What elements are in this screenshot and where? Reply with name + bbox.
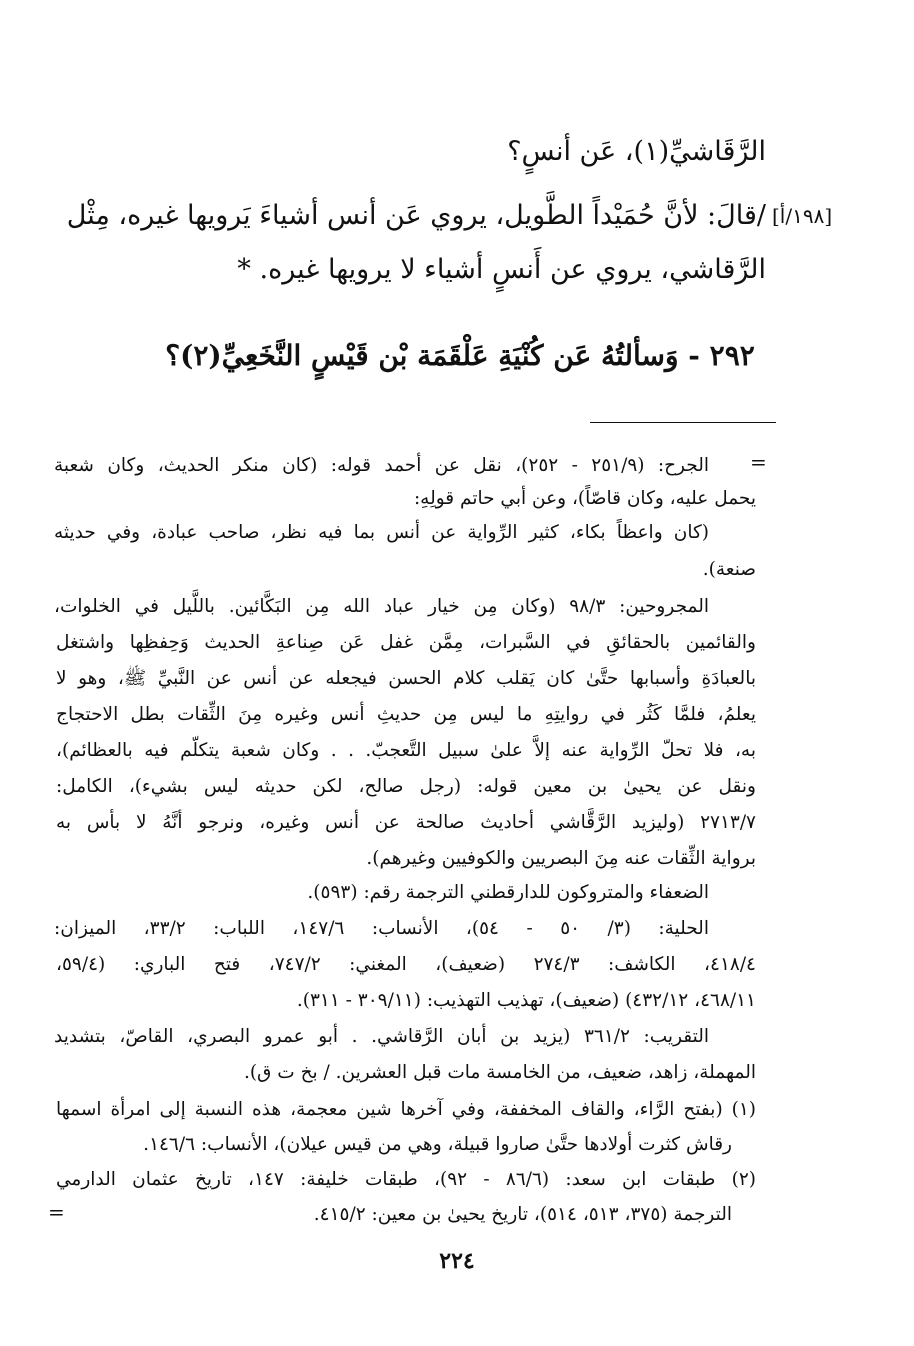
footnote-line: ٤١٨/٤، الكاشف: ٢٧٤/٣ (ضعيف)، المغني: ٧٤٧/٢، فتح الباري: (٥٩/٤، [56, 954, 756, 975]
footnote-line: المهملة، زاهد، ضعيف، من الخامسة مات قبل العشرين. / بخ ت ق). [243, 1062, 756, 1083]
footnote-line: ٢٧١٣/٧ (وليزيد الرَّقَّاشي أحاديث صالحة عن أنس وغيره، ونرجو أنَّهُ لا بأس به [56, 812, 756, 833]
footnote-1-cont: رقاش كثرت أولادها حتَّىٰ صاروا قبيلة، وهي من قيس عيلان)، الأنساب: ١٤٦/٦. [143, 1134, 732, 1155]
footnote-line: المجروحين: ٩٨/٣ (وكان مِن خيار عباد الله مِن البَكَّائين. باللَّيل في الخلوات، [54, 596, 709, 617]
footnote-line: الحلية: (٣/ ٥٠ - ٥٤)، الأنساب: ١٤٧/٦، اللباب: ٣٣/٢، الميزان: [54, 918, 709, 939]
page-number: ٢٢٤ [439, 1248, 475, 1274]
footnote-2-cont: الترجمة (٣٧٥، ٥١٣، ٥١٤)، تاريخ يحيىٰ بن معين: ٤١٥/٢. [313, 1204, 732, 1225]
footnote-line: بالعبادَةِ وأسبابها حتَّىٰ كان يَقلب كلام الحسن فيجعله عن أنس عن النَّبيِّ ﷺ، وهو لا [56, 668, 756, 689]
main-text-line-3: الرَّقاشي، يروي عن أَنسٍ أشياء لا يرويها غيره. * [237, 254, 766, 285]
footnote-line: والقائمين بالحقائقِ في السَّبرات، مِمَّن غفل عَن صِناعةِ الحديث وَحِفظِها واشتغل [56, 632, 756, 653]
footnote-divider [590, 422, 776, 423]
footnote-line: به، فلا تحلّ الرِّواية عنه إلاَّ علىٰ سبيل التَّعجبّ. . . وكان شعبة يتكلّم فيه بالعظائم)، [56, 740, 756, 761]
main-text-line-1: الرَّقَاشيِّ(١)، عَن أنسٍ؟ [507, 136, 766, 167]
main-text-line-2: /قالَ: لأنَّ حُمَيْداً الطَّويل، يروي عَن أنس أشياءَ يَرويها غيره، مِثْل [66, 200, 766, 231]
footnote-line: الجرح: (٢٥١/٩ - ٢٥٢)، نقل عن أحمد قوله: (كان منكر الحديث، وكان شعبة [54, 455, 709, 476]
footnote-line: التقريب: ٣٦١/٢ (يزيد بن أبان الرَّقاشي. . أبو عمرو البصري، القاصّ، بتشديد [54, 1026, 710, 1047]
margin-reference: [١٩٨/أ] [772, 204, 833, 228]
footnote-2: (٢) طبقات ابن سعد: (٨٦/٦ - ٩٢)، طبقات خليفة: ١٤٧، تاريخ عثمان الدارمي [56, 1169, 756, 1190]
footnote-1: (١) (بفتح الرَّاء، والقاف المخففة، وفي آخرها شين معجمة، هذه النسبة إلى امرأة اسمها [56, 1099, 756, 1120]
footnote-line: ٤٦٨/١١، ٤٣٢/١٢) (ضعيف)، تهذيب التهذيب: (٣٠٩/١١ - ٣١١). [296, 990, 756, 1011]
footnote-line: الضعفاء والمتروكون للدارقطني الترجمة رقم: (٥٩٣). [307, 882, 709, 903]
footnote-line: برواية الثِّقات عنه مِنَ البصريين والكوفيين وغيرهم). [366, 848, 756, 869]
continuation-marker: = [750, 450, 767, 474]
footnote-line: صنعة). [702, 559, 756, 580]
footnote-line: ونقل عن يحيىٰ بن معين قوله: (رجل صالح، لكن حديثه ليس بشيء)، الكامل: [56, 776, 756, 797]
section-heading: ٢٩٢ - وَسألتُهُ عَن كُنْيَةِ عَلْقَمَة بْن قَيْسٍ النَّخَعِيِّ(٢)؟ [165, 339, 755, 372]
footnote-line: يحمل عليه، وكان قاصّاً)، وعن أبي حاتم قولِهِ: [413, 488, 756, 509]
footnote-line: يعلمُ، فلمَّا كَثُر في روايتِهِ ما ليس مِن حديثِ أنس وغيره مِنَ الثِّقات بطل الاحتجاج [56, 704, 756, 725]
continuation-marker-end: = [48, 1200, 65, 1224]
footnote-line: (كان واعظاً بكاء، كثير الرِّواية عن أنس بما فيه نظر، صاحب عبادة، وفي حديثه [54, 522, 709, 543]
